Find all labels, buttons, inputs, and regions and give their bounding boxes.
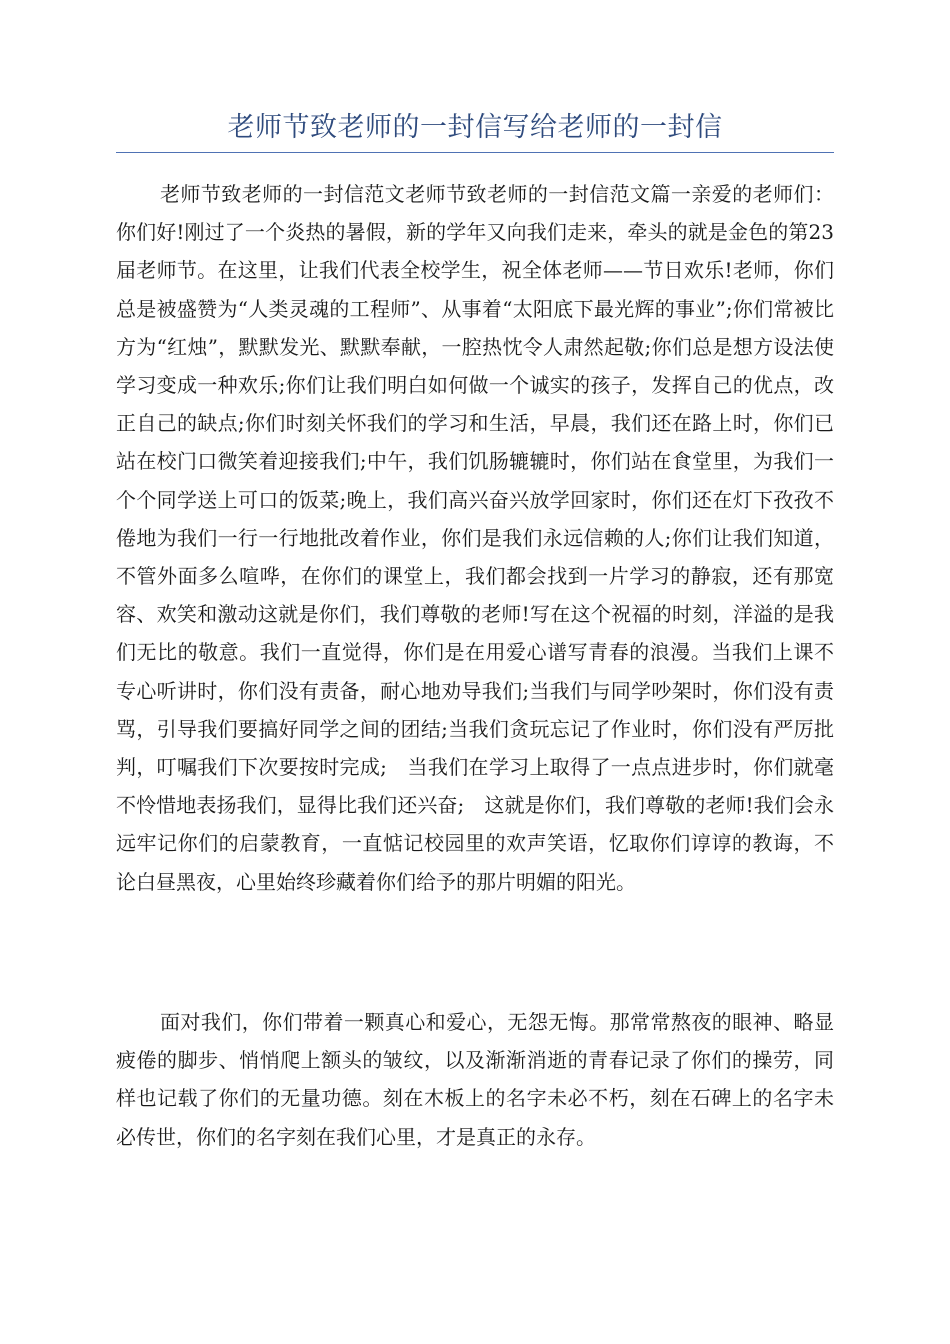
body-paragraph-2: 面对我们，你们带着一颗真心和爱心，无怨无悔。那常常熬夜的眼神、略显疲倦的脚步、悄悄爬上额头的皱纹，以及渐渐消逝的青春记录了你们的操劳，同样也记载了你们的无量功德。刻在木板上的名字未必不朽，刻在石碑上的名字未必传世，你们的名字刻在我们心里，才是真正的永存。: [116, 1010, 834, 1149]
body-paragraph-1: 老师节致老师的一封信范文老师节致老师的一封信范文篇一亲爱的老师们：你们好!刚过了一个炎热的暑假，新的学年又向我们走来，牵头的就是金色的第23届老师节。在这里，让我们代表全校学生，祝全体老师——节日欢乐!老师，你们总是被盛赞为“人类灵魂的工程师”、从事着“太阳底下最光辉的事业”;你们常被比方为“红烛”，默默发光、默默奉献，一腔热忱令人肃然起敬;你们总是想方设法使学习变成一种欢乐;你们让我们明白如何做一个诚实的孩子，发挥自己的优点，改正自己的缺点;你们时刻关怀我们的学习和生活，早晨，我们还在路上时，你们已站在校门口微笑着迎接我们;中午，我们饥肠辘辘时，你们站在食堂里，为我们一个个同学送上可口的饭菜;晚上，我们高兴奋兴放学回家时，你们还在灯下孜孜不倦地为我们一行一行地批改着作业，你们是我们永远信赖的人;你们让我们知道，不管外面多么喧哗，在你们的课堂上，我们都会找到一片学习的静寂，还有那宽容、欢笑和激动这就是你们，我们尊敬的老师!写在这个祝福的时刻，洋溢的是我们无比的敬意。我们一直觉得，你们是在用爱心谱写青春的浪漫。当我们上课不专心听讲时，你们没有责备，耐心地劝导我们;当我们与同学吵架时，你们没有责骂，引导我们要搞好同学之间的团结;当我们贪玩忘记了作业时，你们没有严厉批判，叮嘱我们下次要按时完成; 当我们在学习上取得了一点点进步时，你们就毫不怜惜地表扬我们，显得比我们还兴奋; 这就是你们，我们尊敬的老师!我们会永远牢记你们的启蒙教育，一直惦记校园里的欢声笑语，忆取你们谆谆的教诲，不论白昼黑夜，心里始终珍藏着你们给予的那片明媚的阳光。: [116, 182, 834, 894]
title-underline: [116, 152, 834, 153]
document-title: 老师节致老师的一封信写给老师的一封信: [227, 112, 723, 143]
